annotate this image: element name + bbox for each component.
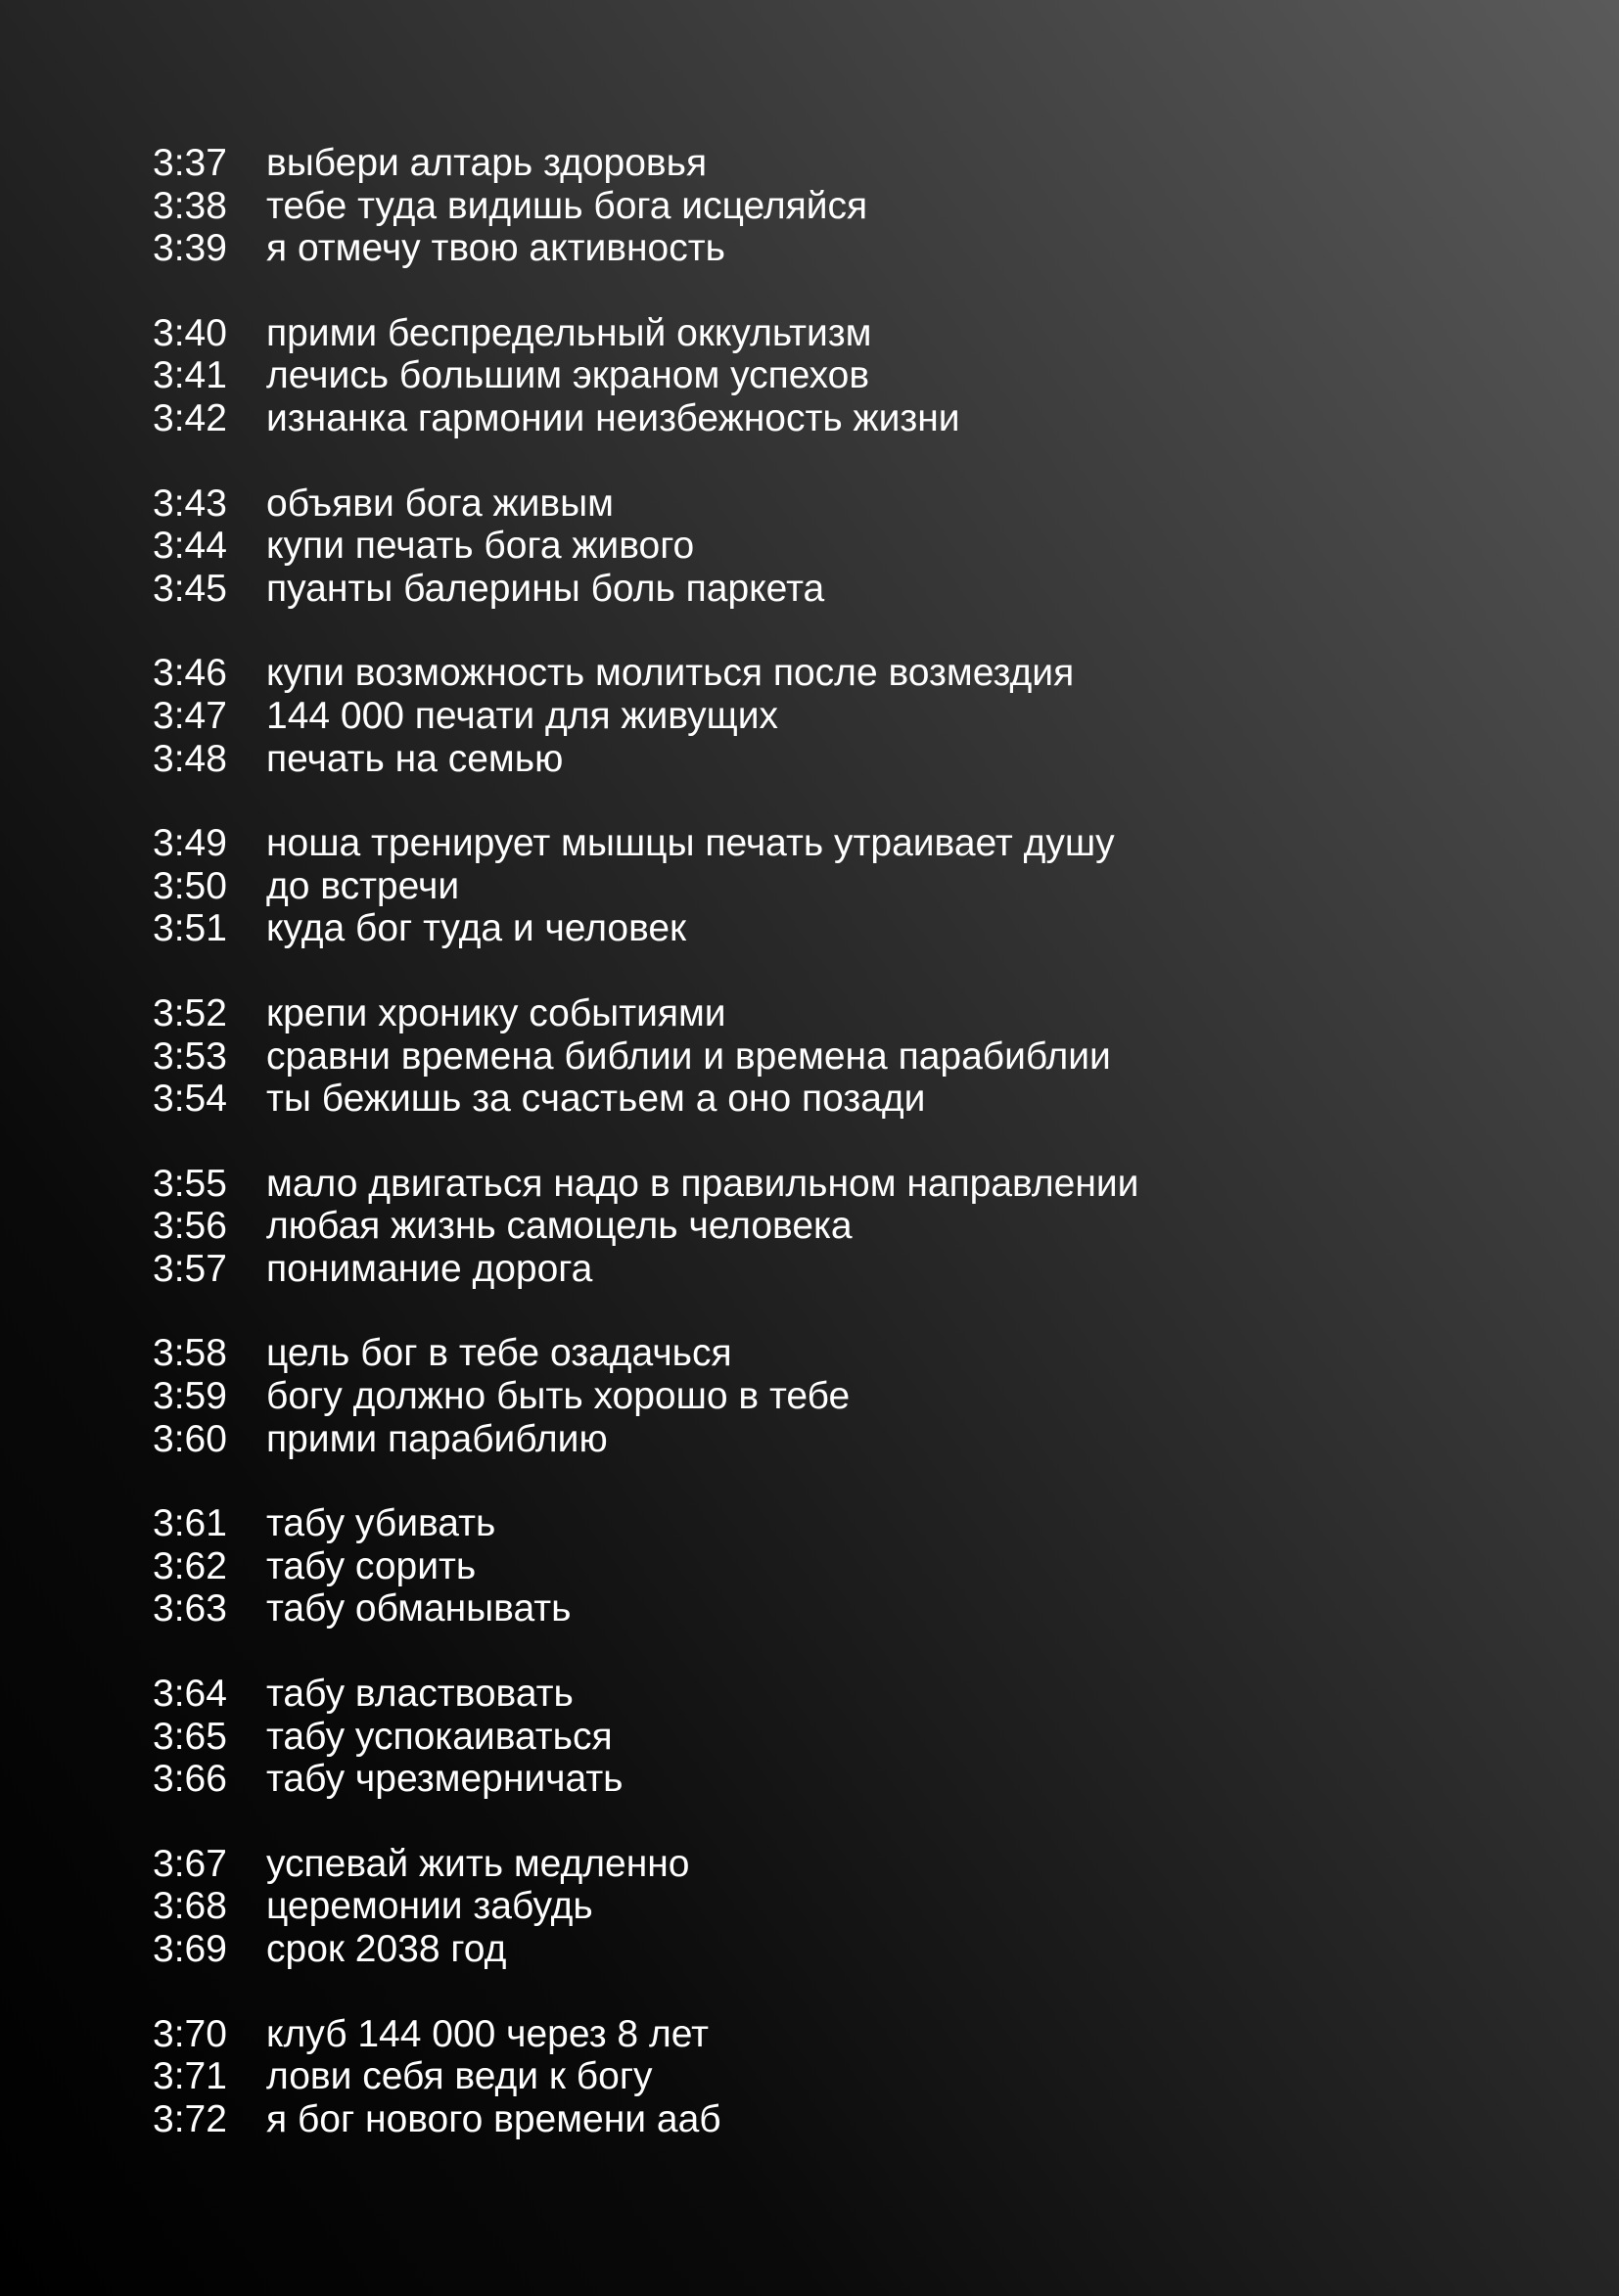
- verse-text: пуанты балерины боль паркета: [266, 567, 825, 610]
- verse-line: [153, 142, 1474, 185]
- verse-number: 3:54: [153, 1078, 227, 1121]
- verse-text: ноша тренирует мышцы печать утраивает душу: [266, 822, 1115, 865]
- verse-number: 3:41: [153, 354, 227, 397]
- verse-line: [153, 1885, 1474, 1928]
- verse-text: купи возможность молиться после возмездия: [266, 652, 1075, 695]
- verse-number: 3:43: [153, 482, 227, 525]
- verse-text: успевай жить медленно: [266, 1842, 690, 1885]
- stanza: [153, 142, 1474, 270]
- verse-number: 3:44: [153, 525, 227, 568]
- verse-number: 3:53: [153, 1034, 227, 1078]
- verse-number: 3:48: [153, 737, 227, 780]
- verse-number: 3:65: [153, 1715, 227, 1758]
- verse-line: [153, 1843, 1474, 1886]
- verse-number: 3:45: [153, 567, 227, 610]
- verse-number: 3:55: [153, 1162, 227, 1205]
- verse-number: 3:70: [153, 2012, 227, 2055]
- stanza: [153, 2013, 1474, 2141]
- verse-text: церемонии забудь: [266, 1885, 593, 1928]
- verse-number: 3:67: [153, 1842, 227, 1885]
- verse-text: объяви бога живым: [266, 482, 614, 525]
- verse-line: [153, 1205, 1474, 1248]
- verse-number: 3:37: [153, 142, 227, 184]
- verse-line: [153, 2055, 1474, 2098]
- verse-line: [153, 652, 1474, 695]
- stanza: [153, 1673, 1474, 1801]
- verse-line: [153, 992, 1474, 1035]
- verse-number: 3:56: [153, 1205, 227, 1248]
- verse-text: до встречи: [266, 864, 460, 907]
- verse-text: табу успокаиваться: [266, 1715, 613, 1758]
- verse-text: изнанка гармонии неизбежность жизни: [266, 396, 960, 439]
- verse-number: 3:64: [153, 1673, 227, 1716]
- verse-number: 3:49: [153, 822, 227, 865]
- verse-text: табу убивать: [266, 1502, 496, 1545]
- verse-line: [153, 185, 1474, 228]
- verse-number: 3:62: [153, 1544, 227, 1587]
- verse-line: [153, 907, 1474, 950]
- verse-line: [153, 1587, 1474, 1630]
- verse-line: [153, 2098, 1474, 2141]
- verse-line: [153, 738, 1474, 781]
- stanza: [153, 1163, 1474, 1291]
- verse-number: 3:47: [153, 694, 227, 737]
- verse-text: 144 000 печати для живущих: [266, 694, 779, 737]
- verse-line: [153, 1332, 1474, 1375]
- verse-line: [153, 354, 1474, 397]
- verse-line: [153, 865, 1474, 908]
- verse-text: мало двигаться надо в правильном направлении: [266, 1162, 1139, 1205]
- stanza: [153, 992, 1474, 1121]
- verse-line: [153, 1035, 1474, 1079]
- verse-text: лови себя веди к богу: [266, 2055, 653, 2098]
- verse-text: любая жизнь самоцель человека: [266, 1205, 853, 1248]
- verse-line: [153, 312, 1474, 355]
- verse-text: купи печать бога живого: [266, 525, 695, 568]
- verse-text: понимание дорога: [266, 1247, 593, 1290]
- verse-number: 3:68: [153, 1885, 227, 1928]
- verse-number: 3:51: [153, 907, 227, 950]
- stanza: [153, 1332, 1474, 1460]
- verse-text: куда бог туда и человек: [266, 907, 687, 950]
- verse-line: [153, 1502, 1474, 1545]
- verse-text: прими беспредельный оккультизм: [266, 311, 872, 354]
- verse-number: 3:60: [153, 1417, 227, 1460]
- verse-line: [153, 1375, 1474, 1418]
- verse-line: [153, 1928, 1474, 1971]
- verse-text: клуб 144 000 через 8 лет: [266, 2012, 709, 2055]
- verse-text: лечись большим экраном успехов: [266, 354, 870, 397]
- verse-number: 3:50: [153, 864, 227, 907]
- verse-number: 3:38: [153, 184, 227, 227]
- verse-line: [153, 1716, 1474, 1759]
- verse-line: [153, 1758, 1474, 1801]
- verse-text: крепи хронику событиями: [266, 991, 726, 1034]
- verse-text: табу обманывать: [266, 1587, 572, 1630]
- verse-number: 3:72: [153, 2097, 227, 2140]
- stanza: [153, 482, 1474, 611]
- verse-text: сравни времена библии и времена парабиблии: [266, 1034, 1111, 1078]
- verse-number: 3:69: [153, 1928, 227, 1970]
- verse-line: [153, 695, 1474, 738]
- verse-number: 3:66: [153, 1758, 227, 1801]
- verse-line: [153, 397, 1474, 440]
- verse-number: 3:40: [153, 311, 227, 354]
- stanza: [153, 822, 1474, 950]
- verse-text: печать на семью: [266, 737, 564, 780]
- verse-text: табу чрезмерничать: [266, 1758, 624, 1801]
- verse-line: [153, 1163, 1474, 1206]
- verse-line: [153, 482, 1474, 526]
- stanza: [153, 1843, 1474, 1971]
- verse-text: ты бежишь за счастьем а оно позади: [266, 1078, 926, 1121]
- verse-line: [153, 568, 1474, 611]
- verse-text: срок 2038 год: [266, 1928, 507, 1970]
- verse-line: [153, 1078, 1474, 1121]
- stanza: [153, 312, 1474, 440]
- verse-line: [153, 1545, 1474, 1588]
- verse-text: табу властвовать: [266, 1673, 574, 1716]
- verse-number: 3:57: [153, 1247, 227, 1290]
- verse-text: я бог нового времени ааб: [266, 2097, 721, 2140]
- verse-number: 3:42: [153, 396, 227, 439]
- verse-text: я отмечу твою активность: [266, 227, 725, 270]
- verse-text: богу должно быть хорошо в тебе: [266, 1375, 851, 1418]
- verse-line: [153, 1673, 1474, 1716]
- verse-text: табу сорить: [266, 1544, 477, 1587]
- verse-number: 3:61: [153, 1502, 227, 1545]
- verse-number: 3:52: [153, 991, 227, 1034]
- verse-line: [153, 822, 1474, 865]
- document-page: [153, 142, 1474, 2182]
- verse-number: 3:63: [153, 1587, 227, 1630]
- verse-text: цель бог в тебе озадачься: [266, 1332, 732, 1375]
- verse-line: [153, 1248, 1474, 1291]
- verse-number: 3:46: [153, 652, 227, 695]
- verse-text: выбери алтарь здоровья: [266, 142, 708, 184]
- verse-line: [153, 525, 1474, 568]
- verse-line: [153, 1418, 1474, 1461]
- verse-text: тебе туда видишь бога исцеляйся: [266, 184, 868, 227]
- verse-number: 3:59: [153, 1375, 227, 1418]
- verse-line: [153, 227, 1474, 270]
- verse-line: [153, 2013, 1474, 2056]
- verse-number: 3:39: [153, 227, 227, 270]
- stanza: [153, 1502, 1474, 1630]
- verse-number: 3:71: [153, 2055, 227, 2098]
- stanza: [153, 652, 1474, 780]
- verse-number: 3:58: [153, 1332, 227, 1375]
- verse-text: прими парабиблию: [266, 1417, 608, 1460]
